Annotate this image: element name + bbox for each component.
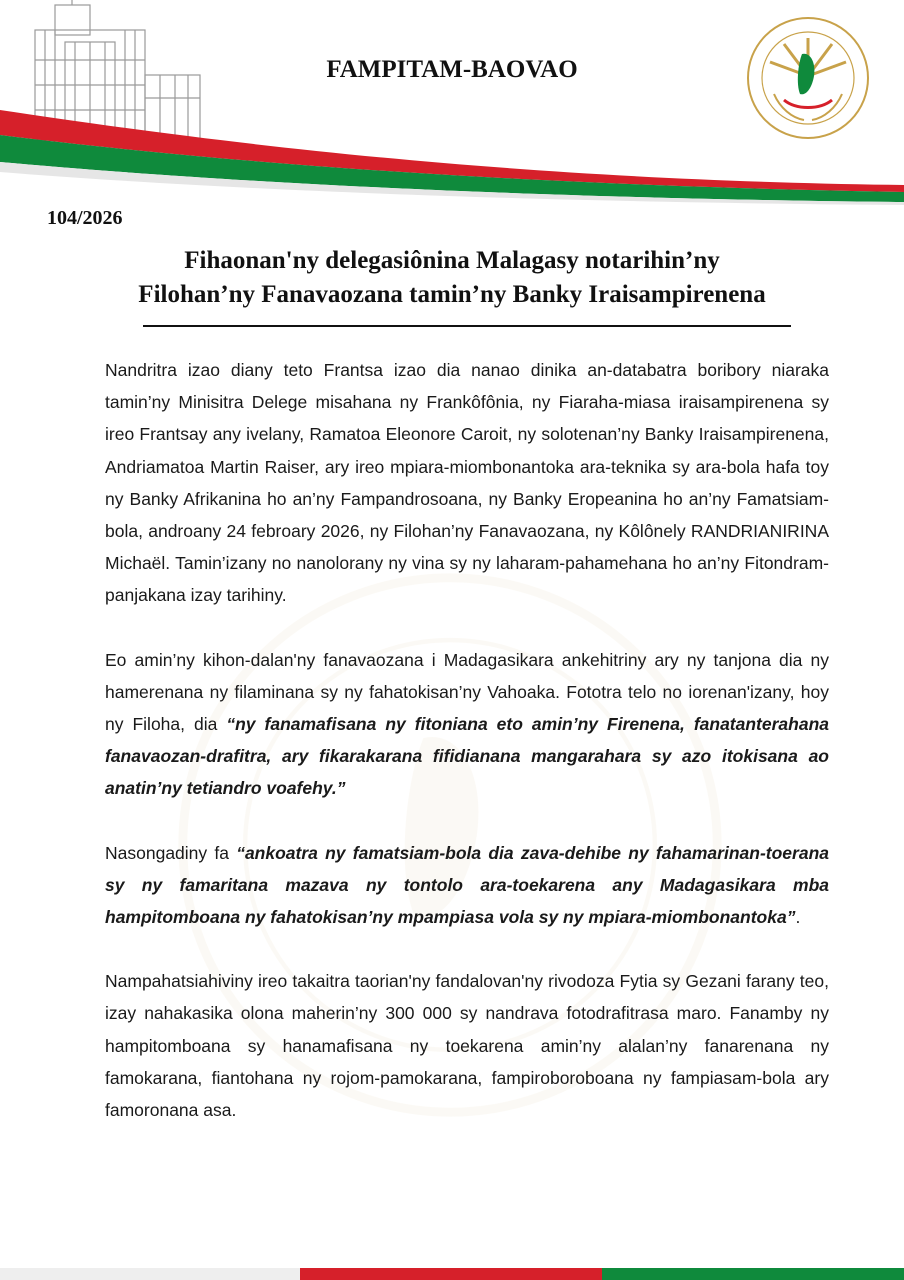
paragraph-3-end: .: [795, 907, 801, 928]
document-number: 104/2026: [47, 207, 123, 229]
paragraph-2-text: Eo amin’ny kihon-dalan'ny fanavaozana i Madagasikara ankehitriny ary ny tanjona dia ny hamerenana ny filaminana sy ny fahatokisan’ny Vahoaka. Fototra telo no iorenan'izany, hoy ny Filoha, dia: [105, 649, 829, 735]
paragraph-2: [105, 644, 829, 805]
footer-white-band: [0, 1268, 300, 1280]
paragraph-1: Nandritra izao diany teto Frantsa izao dia nanao dinika an-databatra boribory niaraka tamin’ny Minisitra Delege misahana ny Frankôfônia, ny Fiaraha-miasa iraisampirenena sy ireo Frantsay any ivelany, Ramatoa Eleonore Caroit, ny solotenan’ny Banky Iraisampirenena, Andriamatoa Martin Raiser, ary ireo mpiara-miombonantoka ara-teknika sy ara-bola hafa toy ny Banky Afrikanina ho an’ny Fampandrosoana, ny Banky Eropeanina ho an’ny Famatsiam-bola, androany 24 febroary 2026, ny Filohan’ny Fanavaozana, ny Kôlônely RANDRIANIRINA Michaël. Tamin’izany no nanolorany ny vina sy ny laharam-pahamehana ho an’ny Fitondram-panjakana izay tarihiny.: [105, 360, 829, 606]
article-body: [105, 354, 829, 1158]
document-title: [60, 244, 844, 312]
header-title: FAMPITAM-BAOVAO: [326, 56, 578, 83]
letterhead: [0, 0, 904, 210]
title-line-2: Filohan’ny Fanavaozana tamin’ny Banky Iraisampirenena: [138, 281, 766, 308]
title-line-1: Fihaonan'ny delegasiônina Malagasy notarihin’ny: [184, 247, 720, 274]
footer-red-band: [300, 1268, 602, 1280]
paragraph-3: [105, 837, 829, 934]
title-underline: [143, 325, 791, 327]
paragraph-4: Nampahatsiahiviny ireo takaitra taorian'ny fandalovan'ny rivodoza Fytia sy Gezani farany teo, izay nahakasika olona maherin’ny 300 000 sy nandrava fotodrafitrasa maro. Fanamby ny hampitomboana sy hanamafisana ny toekarena amin’ny alalan’ny fanarenana ny famokarana, fiantohana ny rojom-pamokarana, fampiroboroboana ny fampiasam-bola ary famoronana asa.: [105, 971, 829, 1121]
footer-green-band: [602, 1268, 904, 1280]
paragraph-2-quote: “ny fanamafisana ny fitoniana eto amin’ny Firenena, fanatanterahana fanavaozan-drafitra, ary fikarakarana fifidianana mangarahara sy azo itokisana ao anatin’ny tetiandro voafehy.”: [105, 714, 829, 799]
paragraph-3-text: Nasongadiny fa: [105, 842, 237, 863]
paragraph-3-quote: “ankoatra ny famatsiam-bola dia zava-dehibe ny fahamarinan-toerana sy ny famaritana mazava ny tontolo ara-toekarena any Madagasikara mba hampitomboana ny fahatokisan’ny mpampiasa vola sy ny mpiara-miombonantoka”: [105, 842, 829, 928]
footer-stripe: [0, 1268, 904, 1280]
